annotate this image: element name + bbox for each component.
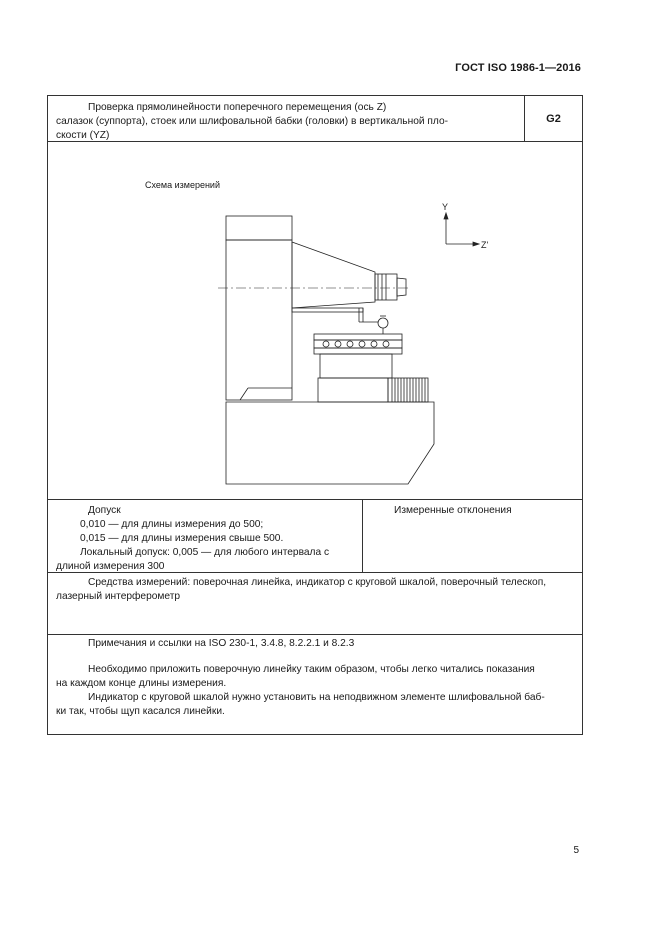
tools-line: лазерный интерферометр [56, 591, 181, 602]
dial-indicator [359, 308, 388, 334]
notes-block [56, 637, 576, 719]
title-line: скости (YZ) [56, 130, 110, 141]
note-line: на каждом конце длины измерения. [56, 678, 227, 689]
tolerance-block [56, 504, 366, 574]
page-number: 5 [573, 845, 579, 856]
tolerance-line: длиной измерения 300 [56, 561, 165, 572]
tolerance-line: 0,015 — для длины измерения свыше 500. [80, 533, 284, 544]
grinding-head [292, 242, 406, 312]
notes-heading: Примечания и ссылки на ISO 230-1, 3.4.8, 8.2.2.1 и 8.2.3 [88, 638, 355, 649]
test-code: G2 [546, 112, 561, 125]
scheme-label: Схема измерений [145, 180, 220, 190]
tolerance-line: Локальный допуск: 0,005 — для любого интервала с [80, 547, 330, 558]
axis-z-label: Z' [481, 240, 489, 250]
divider-diagram [48, 499, 582, 500]
title-line: салазок (суппорта), стоек или шлифовальной бабки (головки) в вертикальной пло- [56, 116, 449, 127]
measured-deviations-heading: Измеренные отклонения [394, 505, 512, 516]
test-card [47, 95, 583, 735]
machine-column [226, 216, 292, 400]
measurement-scheme-diagram [48, 162, 584, 498]
note-line: Индикатор с круговой шкалой нужно установить на неподвижном элементе шлифовальной баб- [88, 692, 545, 703]
tolerance-heading: Допуск [88, 505, 121, 516]
axes-icon [444, 213, 479, 246]
divider-tools [48, 634, 582, 635]
axis-y-label: Y [442, 202, 449, 212]
measuring-tools [56, 576, 576, 604]
document-id: ГОСТ ISO 1986-1—2016 [455, 62, 581, 74]
note-line: Необходимо приложить поверочную линейку таким образом, чтобы легко читались показания [88, 664, 535, 675]
test-title [56, 101, 520, 143]
note-line: ки так, чтобы щуп касался линейки. [56, 706, 225, 717]
straightedge [314, 334, 402, 354]
title-line: Проверка прямолинейности поперечного перемещения (ось Z) [88, 102, 387, 113]
tools-line: Средства измерений: поверочная линейка, индикатор с круговой шкалой, поверочный телескоп, [88, 577, 547, 588]
machine-base [226, 402, 434, 484]
tolerance-line: 0,010 — для длины измерения до 500; [80, 519, 264, 530]
machine-table [318, 354, 428, 402]
